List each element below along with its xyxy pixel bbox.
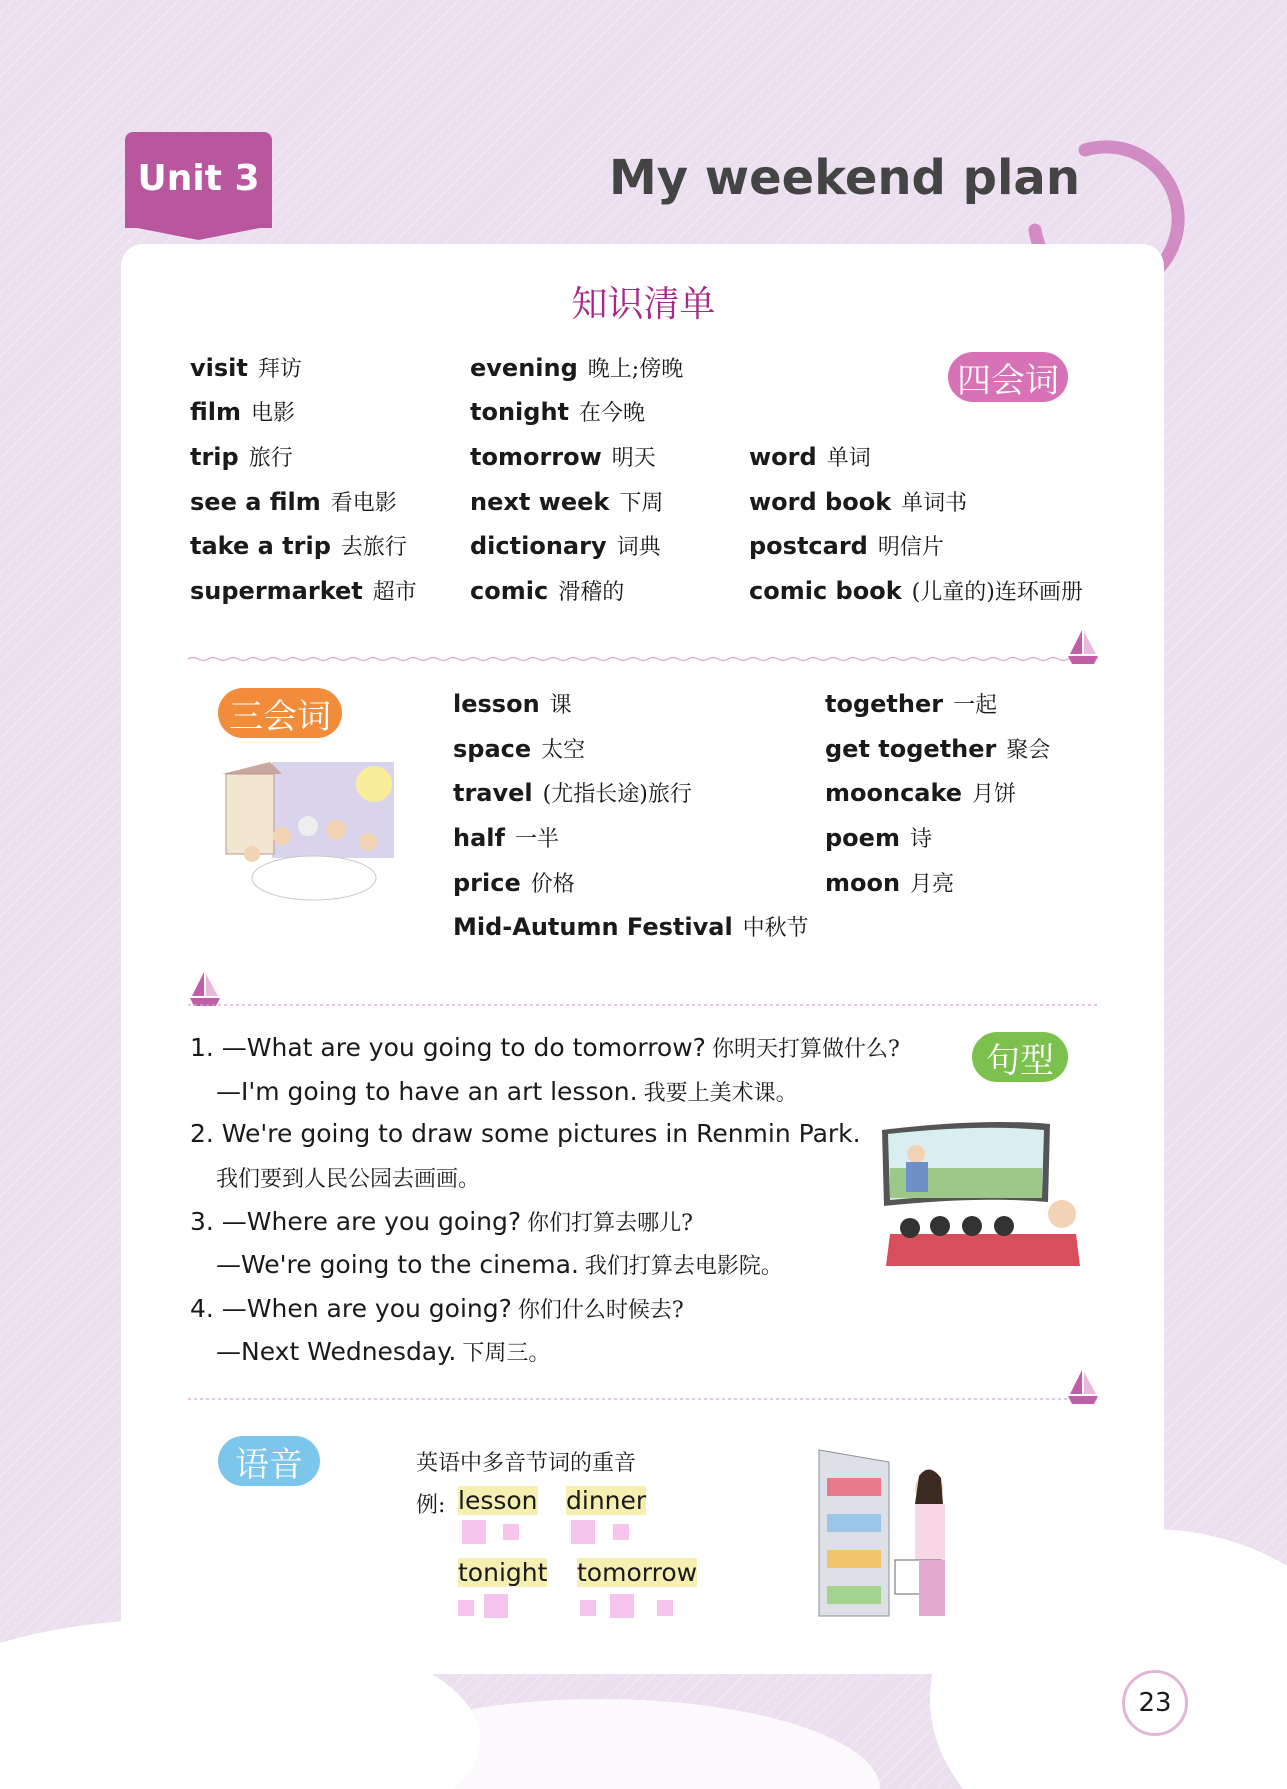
sentence-line: —We're going to the cinema. 我们打算去电影院。 (216, 1250, 783, 1279)
word-item: comic 滑稽的 (470, 577, 625, 605)
word-item: next week 下周 (470, 488, 664, 516)
unit-label: Unit 3 (125, 132, 272, 228)
badge-phonics: 语音 (218, 1436, 320, 1486)
word-item: tonight 在今晚 (470, 398, 646, 426)
word-item: evening 晚上;傍晚 (470, 354, 684, 382)
sailboat-icon (1066, 626, 1100, 666)
word-item: see a film 看电影 (190, 488, 397, 516)
word-item: space 太空 (453, 735, 586, 763)
page-number: 23 (1122, 1670, 1188, 1736)
word-item: together 一起 (825, 690, 998, 718)
stress-word: dinner (566, 1486, 647, 1515)
word-item: lesson 课 (453, 690, 572, 718)
phonics-heading: 英语中多音节词的重音 (416, 1451, 637, 1476)
badge-four-skill: 四会词 (948, 352, 1068, 402)
word-item: half 一半 (453, 824, 559, 852)
sentence-line: 2. We're going to draw some pictures in Renmin Park. (190, 1119, 861, 1148)
sentence-line: 4. —When are you going? 你们什么时候去? (190, 1294, 684, 1323)
phonics-example-label: 例: (416, 1493, 446, 1518)
word-item: word 单词 (749, 443, 871, 471)
sentence-line: —Next Wednesday. 下周三。 (216, 1337, 551, 1366)
sentence-line: 我们要到人民公园去画画。 (216, 1167, 481, 1192)
word-item: comic book (儿童的)连环画册 (749, 577, 1083, 605)
word-item: get together 聚会 (825, 735, 1051, 763)
sailboat-icon (1066, 1366, 1100, 1406)
word-item: price 价格 (453, 869, 575, 897)
stress-mark (657, 1600, 673, 1616)
badge-three-skill: 三会词 (218, 688, 342, 738)
word-item: poem 诗 (825, 824, 932, 852)
stress-mark (503, 1524, 519, 1540)
wavy-divider (188, 1002, 1098, 1008)
wavy-divider (188, 1396, 1098, 1402)
word-item: moon 月亮 (825, 869, 955, 897)
stress-mark (571, 1520, 595, 1544)
word-item: film 电影 (190, 398, 296, 426)
word-item: postcard 明信片 (749, 532, 944, 560)
sentence-line: 3. —Where are you going? 你们打算去哪儿? (190, 1207, 693, 1236)
stress-word: tomorrow (577, 1558, 698, 1587)
stress-mark (580, 1600, 596, 1616)
word-item: mooncake 月饼 (825, 779, 1017, 807)
stress-mark (484, 1594, 508, 1618)
word-item: Mid-Autumn Festival 中秋节 (453, 913, 809, 941)
section-title: 知识清单 (571, 284, 716, 325)
word-item: word book 单词书 (749, 488, 968, 516)
word-item: supermarket 超市 (190, 577, 417, 605)
page-title: My weekend plan (608, 150, 1080, 206)
word-item: take a trip 去旅行 (190, 532, 407, 560)
word-item: dictionary 词典 (470, 532, 661, 560)
stress-mark (458, 1600, 474, 1616)
cinema-illustration (880, 1116, 1085, 1271)
sentence-line: 1. —What are you going to do tomorrow? 你明天打算做什么? (190, 1033, 900, 1062)
supermarket-illustration (815, 1448, 965, 1620)
family-dinner-illustration (222, 758, 394, 914)
wavy-divider (188, 656, 1098, 662)
word-item: tomorrow 明天 (470, 443, 656, 471)
word-item: trip 旅行 (190, 443, 293, 471)
sentence-line: —I'm going to have an art lesson. 我要上美术课。 (216, 1077, 798, 1106)
stress-mark (462, 1520, 486, 1544)
badge-sentences: 句型 (972, 1032, 1068, 1082)
word-item: travel (尤指长途)旅行 (453, 779, 692, 807)
stress-mark (610, 1594, 634, 1618)
word-item: visit 拜访 (190, 354, 302, 382)
stress-mark (613, 1524, 629, 1540)
stress-word: tonight (458, 1558, 548, 1587)
stress-word: lesson (458, 1486, 538, 1515)
